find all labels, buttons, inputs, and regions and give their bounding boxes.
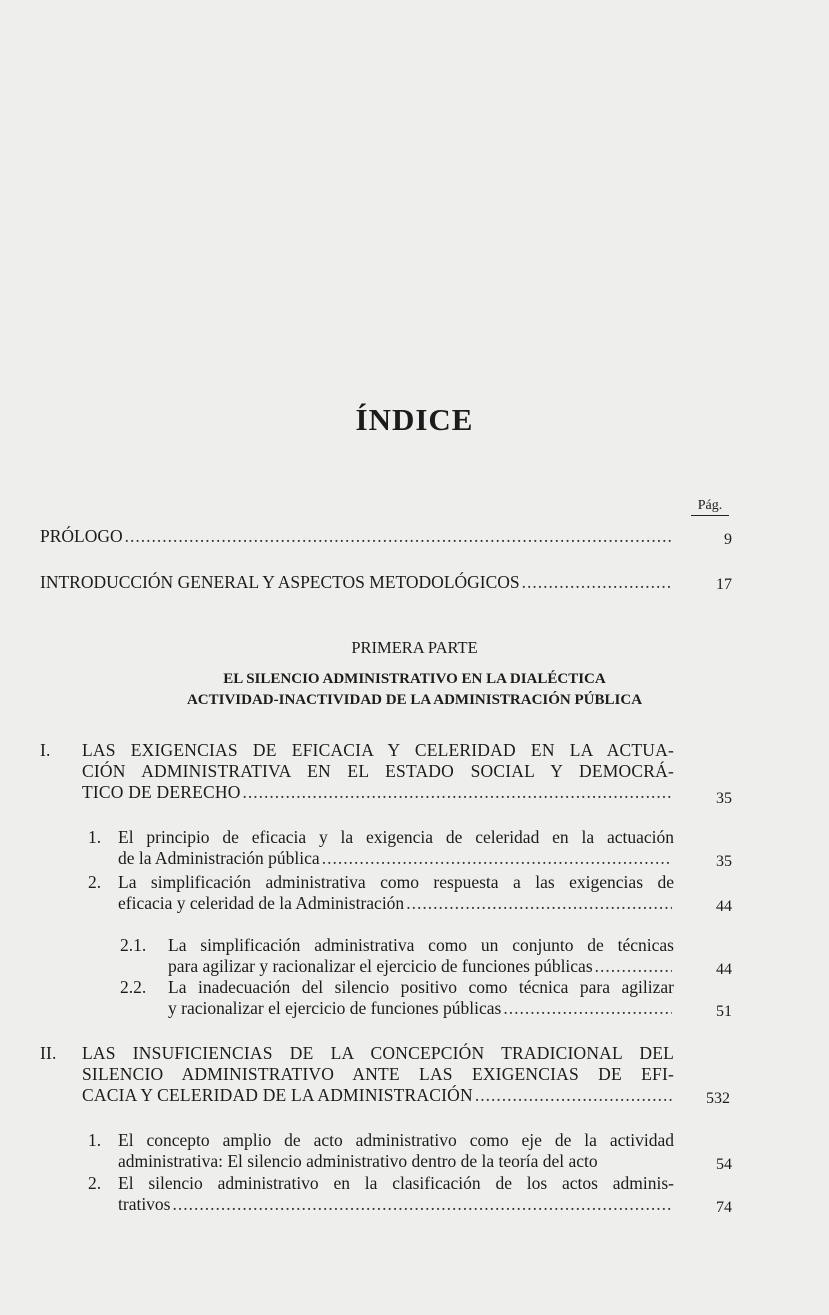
toc-entry-label: PRÓLOGO [40, 526, 123, 546]
toc-entry-chapter-2 [82, 1043, 674, 1106]
chapter-number: I. [40, 740, 51, 760]
toc-page-number: 54 [716, 1156, 732, 1173]
toc-page-number: 44 [716, 961, 732, 978]
toc-page-number: 35 [716, 853, 732, 870]
chapter-title-line: TICO DE DERECHO [82, 782, 241, 802]
toc-entry-section [118, 1173, 674, 1215]
section-title-line: El principio de eficacia y la exigencia de celeridad en la actuación [118, 827, 674, 847]
toc-page-number: 44 [716, 898, 732, 915]
page-title: ÍNDICE [355, 402, 474, 437]
chapter-title-line: SILENCIO ADMINISTRATIVO ANTE LAS EXIGENCIAS DE EFI- [82, 1064, 674, 1084]
toc-page-number: 532 [706, 1090, 730, 1107]
section-title-line: El concepto amplio de acto administrativo como eje de la actividad [118, 1130, 674, 1150]
chapter-number: II. [40, 1043, 57, 1063]
toc-page-number: 35 [716, 790, 732, 807]
chapter-title-line: LAS EXIGENCIAS DE EFICACIA Y CELERIDAD EN LA ACTUA- [82, 740, 674, 760]
subsection-title-line: La simplificación administrativa como un conjunto de técnicas [168, 935, 674, 955]
section-title-line: El silencio administrativo en la clasificación de los actos adminis- [118, 1173, 674, 1193]
section-title-line: de la Administración pública [118, 848, 320, 868]
subsection-title-line: y racionalizar el ejercicio de funciones públicas [168, 998, 502, 1018]
subsection-title-line: La inadecuación del silencio positivo como técnica para agilizar [168, 977, 674, 997]
page-column-label: Pág. [691, 498, 729, 516]
toc-entry-label: INTRODUCCIÓN GENERAL Y ASPECTOS METODOLÓGICOS [40, 572, 520, 592]
toc-page-number: 74 [716, 1199, 732, 1216]
toc-page-number: 51 [716, 1003, 732, 1020]
toc-entry-subsection [168, 935, 674, 977]
part-heading: PRIMERA PARTE [351, 638, 478, 657]
section-title-line: La simplificación administrativa como respuesta a las exigencias de [118, 872, 674, 892]
section-number: 1. [88, 1130, 102, 1150]
toc-entry-introduccion [40, 572, 674, 593]
toc-entry-chapter-1 [82, 740, 674, 803]
part-subtitle-line-1: EL SILENCIO ADMINISTRATIVO EN LA DIALÉCTICA [223, 671, 606, 687]
toc-entry-section [118, 872, 674, 914]
subsection-number: 2.1. [120, 935, 147, 955]
section-title-line: trativos [118, 1194, 171, 1214]
toc-entry-prologo [40, 526, 674, 547]
section-title-line: eficacia y celeridad de la Administración [118, 893, 405, 913]
toc-entry-section [118, 1130, 674, 1172]
section-number: 1. [88, 827, 102, 847]
toc-entry-subsection [168, 977, 674, 1019]
section-number: 2. [88, 1173, 102, 1193]
section-title-line: administrativa: El silencio administrativo dentro de la teoría del acto [118, 1151, 598, 1171]
chapter-title-line: CACIA Y CELERIDAD DE LA ADMINISTRACIÓN [82, 1085, 473, 1105]
subsection-title-line: para agilizar y racionalizar el ejercicio de funciones públicas [168, 956, 593, 976]
toc-page-number: 17 [716, 576, 732, 593]
toc-entry-section [118, 827, 674, 869]
part-subtitle-line-2: ACTIVIDAD-INACTIVIDAD DE LA ADMINISTRACIÓN PÚBLICA [186, 692, 643, 708]
chapter-title-line: LAS INSUFICIENCIAS DE LA CONCEPCIÓN TRADICIONAL DEL [82, 1043, 674, 1063]
section-number: 2. [88, 872, 102, 892]
subsection-number: 2.2. [120, 977, 147, 997]
chapter-title-line: CIÓN ADMINISTRATIVA EN EL ESTADO SOCIAL Y DEMOCRÁ- [82, 761, 674, 781]
toc-page-number: 9 [724, 531, 732, 548]
